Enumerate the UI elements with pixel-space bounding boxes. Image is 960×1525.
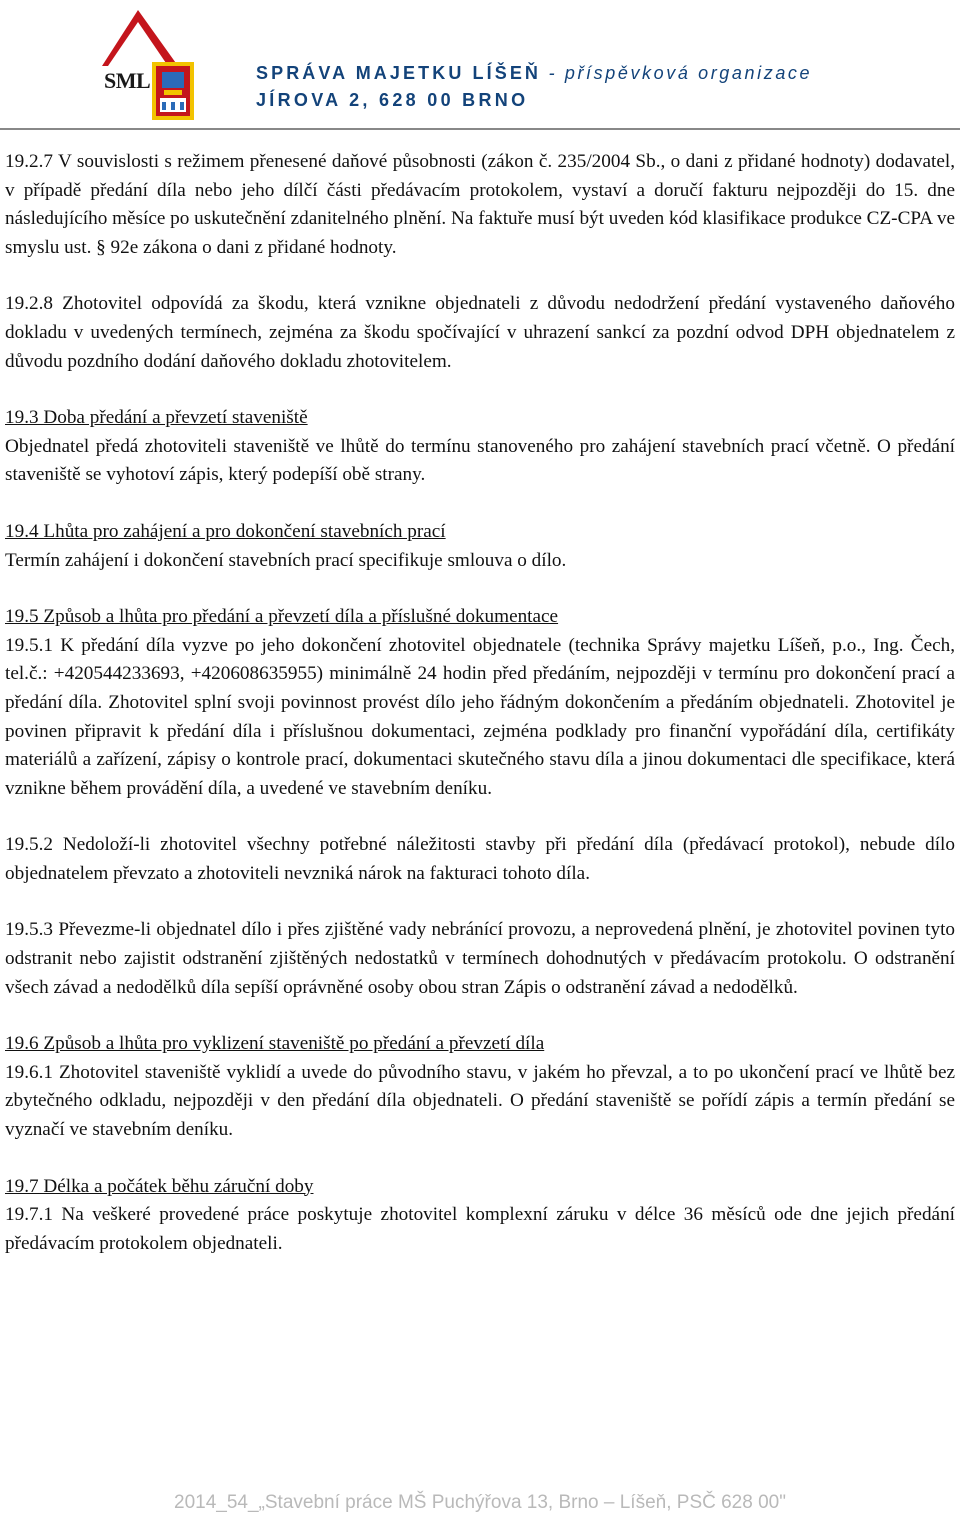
paragraph-19-5-3: 19.5.3 Převezme-li objednatel dílo i přes zjištěné vady nebránící provozu, a neprovedená plnění, je zhotovitel povinen tyto odstranit nebo zajistit odstranění zjištěných nedostatků v termínech dohodnutých v předávacím protokolu. O odstranění všech závad a nedodělků díla sepíší oprávněné osoby obou stran Zápis o odstranění závad a nedodělků. [5, 919, 955, 998]
organization-name [256, 63, 812, 84]
page-header [0, 0, 960, 132]
paragraph-19-3: Objednatel předá zhotoviteli staveniště ve lhůtě do termínu stanoveného pro zahájení stavebních prací včetně. O předání staveniště se vyhotoví zápis, který podepíší obě strany. [5, 435, 955, 486]
organization-logo-icon [92, 4, 232, 122]
heading-19-4: 19.4 Lhůta pro zahájení a pro dokončení stavebních prací [5, 520, 446, 542]
paragraph-19-5-1: 19.5.1 K předání díla vyzve po jeho dokončení zhotovitel objednatele (technika Správy majetku Líšeň, p.o., Ing. Čech, tel.č.: +420544233693, +420608635955) minimálně 24 hodin před předáním, nejpozději v termínu pro dokončení prací a předání díla. Zhotovitel splní svoji povinnost provést dílo jeho řádným dokončením a předáním objednateli. Zhotovitel je povinen připravit k předání díla i příslušnou dokumentaci, zejména podklady pro finanční vypořádání díla, certifikáty materiálů a zařízení, zápisy o kontrole prací, dokumentaci skutečného stavu díla a jinou dokumentaci dle specifikace, která vznikne během provádění díla, a uvedené ve stavebním deníku. [5, 634, 955, 799]
paragraph-19-4: Termín zahájení i dokončení stavebních prací specifikuje smlouva o dílo. [5, 549, 567, 571]
paragraph-19-5-2: 19.5.2 Nedoloží-li zhotovitel všechny potřebné náležitosti stavby při předání díla (předávací protokol), nebude dílo objednatelem převzato a zhotoviteli nevzniká nárok na fakturaci tohoto díla. [5, 834, 955, 884]
document-body [5, 148, 955, 1286]
organization-type: - příspěvková organizace [541, 63, 813, 83]
organization-title: SPRÁVA MAJETKU LÍŠEŇ [256, 63, 542, 83]
paragraph-19-2-7: 19.2.7 V souvislosti s režimem přenesené daňové působnosti (zákon č. 235/2004 Sb., o dani z přidané hodnoty) dodavatel, v případě předání díla nebo jeho dílčí části předávacím protokolem, vystaví a doručí fakturu nejpozději do 15. dne následujícího měsíce po uskutečnění zdanitelného plnění. Na faktuře musí být uveden kód klasifikace produkce CZ-CPA ve smyslu ust. § 92e zákona o dani z přidané hodnoty. [5, 151, 955, 258]
heading-19-3: 19.3 Doba předání a převzetí staveniště [5, 407, 308, 429]
heading-19-5: 19.5 Způsob a lhůta pro předání a převzetí díla a příslušné dokumentace [5, 606, 559, 628]
heading-19-7: 19.7 Délka a počátek běhu záruční doby [5, 1175, 314, 1197]
organization-address: JÍROVA 2, 628 00 BRNO [256, 90, 529, 110]
heading-19-6: 19.6 Způsob a lhůta pro vyklizení staveniště po předání a převzetí díla [5, 1033, 545, 1055]
header-divider [0, 128, 960, 130]
logo-text: SML [104, 68, 151, 93]
paragraph-19-2-8: 19.2.8 Zhotovitel odpovídá za škodu, která vznikne objednateli z důvodu nedodržení předání vystaveného daňového dokladu v uvedených termínech, zejména za škodu spočívající v uhrazení sankcí za pozdní odvod DPH objednatelem z důvodu pozdního dodání daňového dokladu zhotovitelem. [5, 293, 955, 372]
page-footer: 2014_54_„Stavební práce MŠ Puchýřova 13, Brno – Líšeň, PSČ 628 00" [174, 1492, 786, 1513]
paragraph-19-6-1: 19.6.1 Zhotovitel staveniště vyklidí a uvede do původního stavu, v jakém ho převzal, a to po ukončení prací ve lhůtě bez zbytečného odkladu, nejpozději v den předání díla objednateli. O předání staveniště se pořídí zápis a termín předání se vyznačí ve stavebním deníku. [5, 1061, 955, 1141]
paragraph-19-7-1: 19.7.1 Na veškeré provedené práce poskytuje zhotovitel komplexní záruku v délce 36 měsíců ode dne jejich předání předávacím protokolem objednateli. [5, 1204, 955, 1254]
